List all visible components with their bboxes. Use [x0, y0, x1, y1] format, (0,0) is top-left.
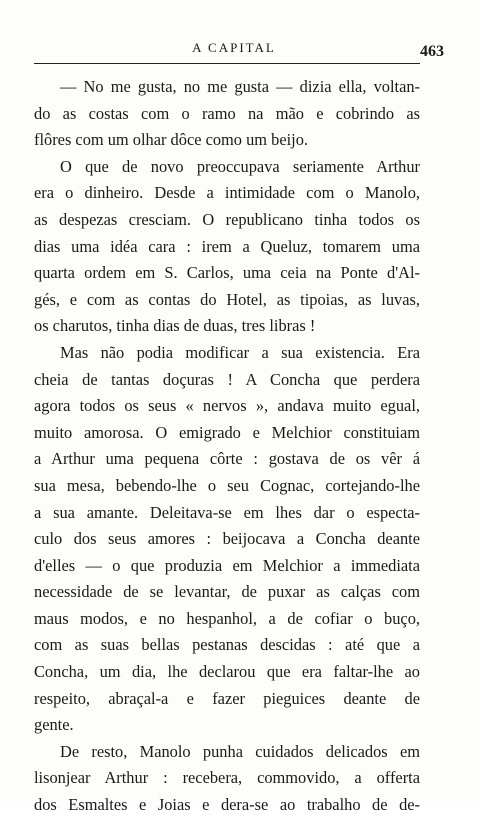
text-line: quarta ordem em S. Carlos, uma ceia na Ponte d'Al- — [34, 263, 420, 283]
text-line: sua mesa, bebendo-lhe o seu Cognac, cortejando-lhe — [34, 475, 420, 495]
text-line: respeito, abraçal-a e fazer pieguices deante de — [34, 688, 420, 708]
text-line: os charutos, tinha dias de duas, tres libras ! — [34, 316, 316, 336]
text-line: lisonjear Arthur : recebera, commovido, a offerta — [34, 768, 420, 788]
header-rule — [34, 63, 420, 64]
text-line: a sua amante. Deleitava-se em lhes dar o especta- — [34, 502, 420, 522]
text-line: maus modos, e no hespanhol, a de cofiar o buço, — [34, 608, 420, 628]
text-line: era o dinheiro. Desde a intimidade com o Manolo, — [34, 183, 420, 203]
text-line: De resto, Manolo punha cuidados delicados em — [60, 741, 420, 761]
text-line: culo dos seus amores : beijocava a Concha deante — [34, 529, 420, 549]
text-line: dos Esmaltes e Joias e dera-se ao trabalho de de- — [34, 795, 420, 815]
text-line: Concha, um dia, lhe declarou que era faltar-lhe ao — [34, 662, 420, 682]
text-line: — No me gusta, no me gusta — dizia ella, voltan- — [60, 77, 420, 96]
text-line: gente. — [34, 715, 74, 735]
text-line: do as costas com o ramo na mão e cobrindo as — [34, 103, 420, 123]
text-line: d'elles — o que produzia em Melchior a immediata — [34, 555, 420, 575]
running-head — [34, 40, 444, 60]
text-line: O que de novo preoccupava seriamente Arthur — [60, 156, 420, 176]
text-line: muito amorosa. O emigrado e Melchior constituiam — [34, 422, 420, 442]
text-line: flôres com um olhar dôce como um beijo. — [34, 130, 309, 150]
text-line: cheia de tantas doçuras ! A Concha que perdera — [34, 369, 420, 389]
running-title: A CAPITAL — [192, 40, 276, 55]
text-line: gés, e com as contas do Hotel, as tipoias, as luvas, — [34, 289, 420, 309]
text-line: dias uma idéa cara : irem a Queluz, tomarem uma — [34, 236, 420, 256]
text-line: as despezas cresciam. O republicano tinha todos os — [34, 209, 420, 229]
body-text — [34, 74, 420, 819]
text-line: necessidade de se levantar, de puxar as calças com — [34, 582, 420, 602]
text-line: agora todos os seus « nervos », andava muito egual, — [34, 396, 420, 416]
text-line: com as suas bellas pestanas descidas : até que a — [34, 635, 420, 655]
text-line: a Arthur uma pequena côrte : gostava de os vêr á — [34, 449, 420, 469]
text-line: Mas não podia modificar a sua existencia. Era — [60, 342, 420, 362]
page-number: 463 — [420, 43, 444, 60]
